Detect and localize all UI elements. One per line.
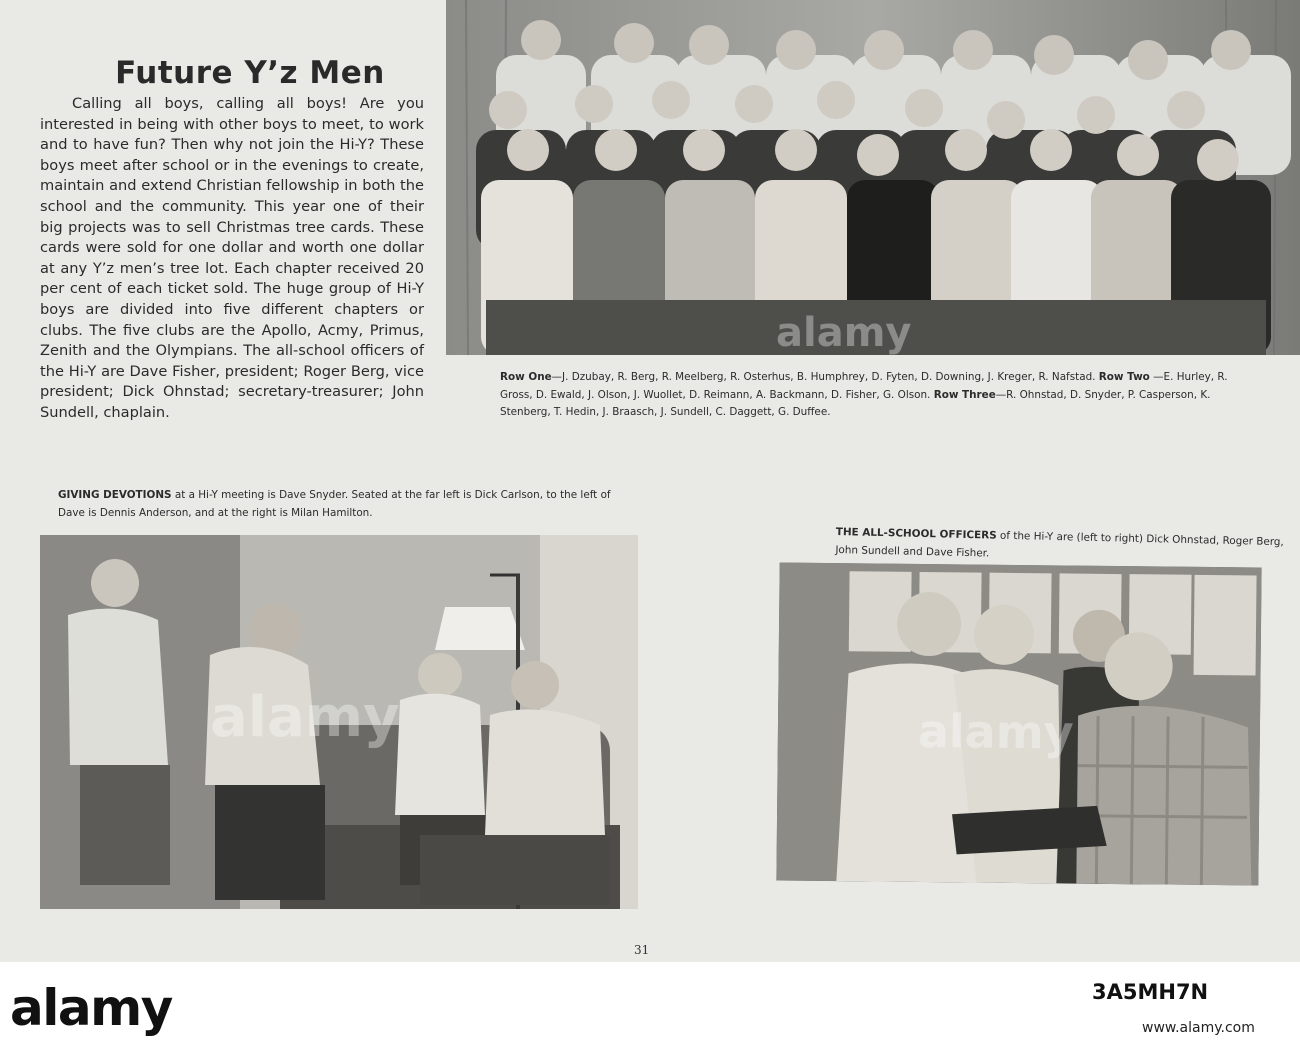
row-one-names: —J. Dzubay, R. Berg, R. Meelberg, R. Osterhus, B. Humphrey, D. Fyten, D. Downing, J. Kreger, R. Nafstad. — [551, 371, 1096, 383]
stock-footer — [0, 962, 1300, 1051]
alamy-logo: alamy — [10, 979, 172, 1037]
watermark-brand: alamy — [776, 310, 912, 355]
stock-image-id: 3A5MH7N — [1092, 980, 1209, 1004]
officers-caption-lead: THE ALL-SCHOOL OFFICERS — [835, 525, 997, 542]
devotion-caption — [58, 487, 638, 522]
devotion-caption-lead: GIVING DEVOTIONS — [58, 489, 172, 501]
intro-paragraph: Calling all boys, calling all boys! Are you interested in being with other boys to meet, to work and to have fun? Then why not join the Hi-Y? These boys meet after school or in the evenings to create, maintain and extend Christian fellowship in both the school and the community. This year one of their big projects was to sell Christmas tree cards. These cards were sold for one dollar and worth one dollar at any Y’z men’s tree lot. Each chapter received 20 per cent of each ticket sold. The huge group of Hi-Y boys are divided into five different chapters or clubs. The five clubs are the Apollo, Acmy, Primus, Zenith and the Olympians. The all-school officers of the Hi-Y are Dave Fisher, president; Roger Berg, vice president; Dick Ohnstad; secretary-treasurer; John Sundell, chaplain. — [40, 95, 424, 421]
devotion-caption-text: at a Hi-Y meeting is Dave Snyder. Seated at the far left is Dick Carlson, to the left of Dave is Dennis Anderson, and at the right is Milan Hamilton. — [58, 489, 611, 519]
officers-caption — [835, 524, 1286, 569]
page-title: Future Y’z Men — [115, 55, 385, 91]
row-three-label: Row Three — [933, 388, 996, 401]
devotion-photo — [40, 535, 638, 909]
watermark-brand: alamy — [917, 703, 1074, 760]
row-two-names: —E. Hurley, R. Gross, D. Ewald, J. Olson, J. Wuollet, D. Reimann, A. Backmann, D. Fisher, G. Olson. — [500, 371, 1228, 401]
page-number: 31 — [634, 943, 650, 957]
devotion-photo-image — [40, 535, 638, 909]
row-one-label: Row One — [500, 371, 552, 383]
officers-caption-text: of the Hi-Y are (left to right) Dick Ohnstad, Roger Berg, John Sundell and Dave Fisher. — [835, 529, 1284, 559]
row-two-label: Row Two — [1098, 371, 1150, 383]
group-photo-image — [446, 0, 1300, 355]
officers-photo-image — [776, 562, 1261, 885]
group-photo — [446, 0, 1300, 355]
officers-photo — [776, 562, 1261, 885]
row-three-names: —R. Ohnstad, D. Snyder, P. Casperson, K. Stenberg, T. Hedin, J. Braasch, J. Sundell, C. Daggett, G. Duffee. — [500, 388, 1211, 418]
watermark-brand: alamy — [210, 685, 400, 750]
group-photo-caption — [500, 369, 1240, 422]
stock-url[interactable]: www.alamy.com — [1142, 1020, 1255, 1036]
